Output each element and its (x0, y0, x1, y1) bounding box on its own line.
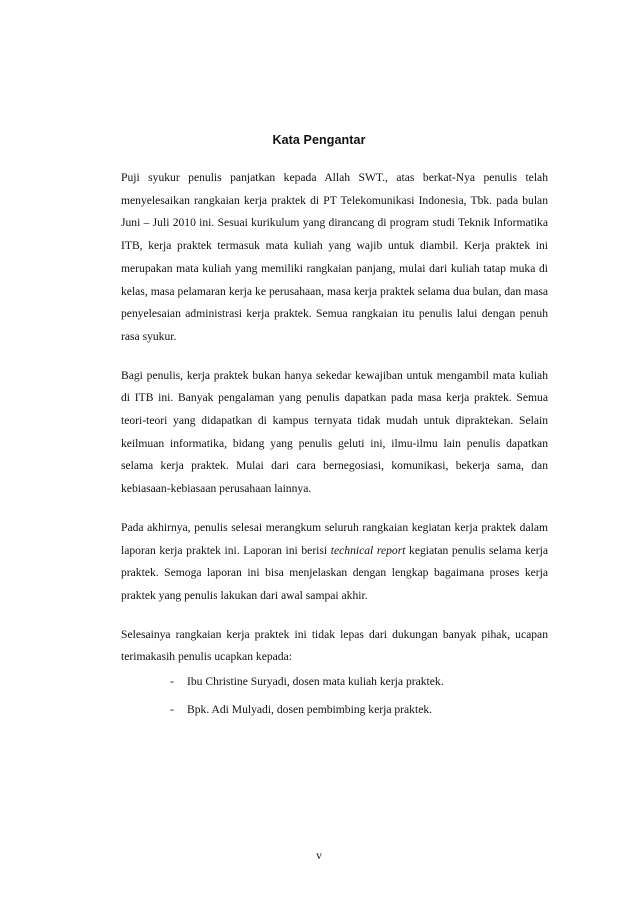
list-bullet: - (170, 702, 174, 716)
list-item (121, 671, 548, 694)
paragraph-1: Puji syukur penulis panjatkan kepada Allah SWT., atas berkat-Nya penulis telah menyelesaikan rangkaian kerja praktek di PT Telekomunikasi Indonesia, Tbk. pada bulan Juni – Juli 2010 ini. Sesuai kurikulum yang dirancang di program studi Teknik Informatika ITB, kerja praktek termasuk mata kuliah yang wajib untuk diambil. Kerja praktek ini merupakan mata kuliah yang memiliki rangkaian panjang, mulai dari kuliah tatap muka di kelas, masa pelamaran kerja ke perusahaan, masa kerja praktek selama dua bulan, dan masa penyelesaian administrasi kerja praktek. Semua rangkaian itu penulis lalui dengan penuh rasa syukur. (121, 171, 548, 343)
list-bullet: - (170, 675, 174, 689)
paragraph-3 (121, 517, 548, 608)
document-body (121, 167, 548, 726)
page-title: Kata Pengantar (272, 133, 366, 147)
paragraph-3-text-before: Pada akhirnya, penulis selesai merangkum seluruh rangkaian kegiatan kerja praktek dalam laporan kerja praktek ini. Laporan ini berisi (121, 520, 548, 557)
paragraph-3-text-after: kegiatan penulis selama kerja praktek. Semoga laporan ini bisa menjelaskan dengan lengkap bagaimana proses kerja praktek yang penulis lakukan dari awal sampai akhir. (121, 543, 549, 602)
list-item-text: Ibu Christine Suryadi, dosen mata kuliah kerja praktek. (187, 675, 444, 689)
paragraph-4: Selesainya rangkaian kerja praktek ini tidak lepas dari dukungan banyak pihak, ucapan terimakasih penulis ucapkan kepada: (121, 627, 548, 664)
acknowledgement-list (121, 671, 548, 721)
paragraph-2: Bagi penulis, kerja praktek bukan hanya sekedar kewajiban untuk mengambil mata kuliah di ITB ini. Banyak pengalaman yang penulis dapatkan pada masa kerja praktek. Semua teori-teori yang didapatkan di kampus ternyata tidak mudah untuk dipraktekan. Selain keilmuan informatika, bidang yang penulis geluti ini, ilmu-ilmu lain penulis dapatkan selama kerja praktek. Mulai dari cara bernegosiasi, komunikasi, bekerja sama, dan kebiasaan-kebiasaan perusahaan lainnya. (121, 368, 548, 496)
page-number: v (316, 850, 322, 862)
list-item-text: Bpk. Adi Mulyadi, dosen pembimbing kerja praktek. (187, 702, 433, 716)
paragraph-3-italic-term: technical report (330, 543, 406, 557)
list-item (121, 699, 548, 722)
